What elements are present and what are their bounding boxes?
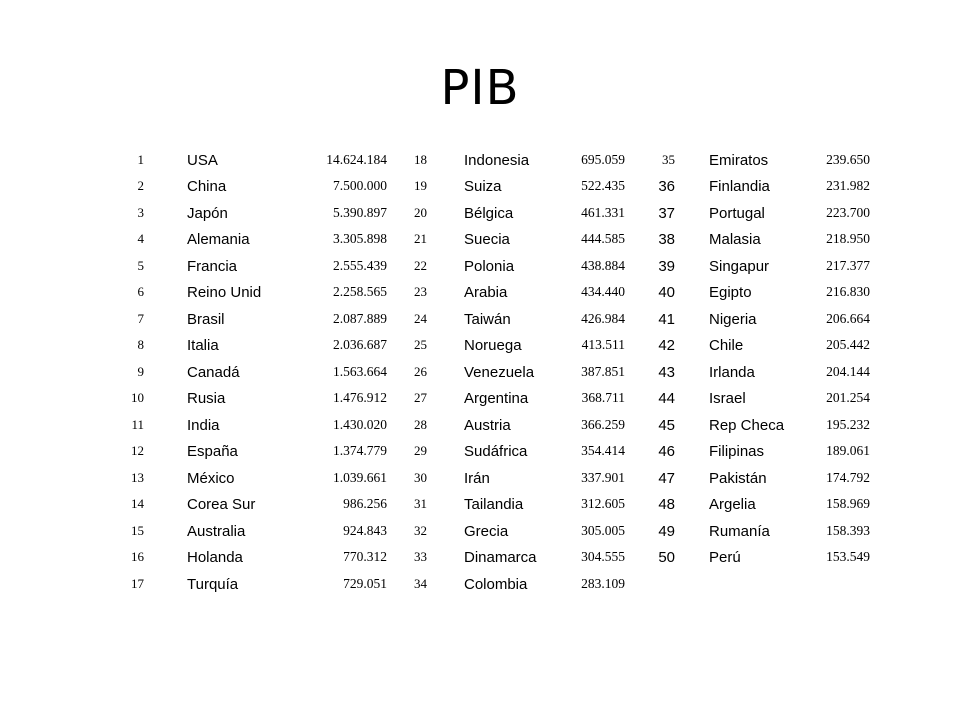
table-row xyxy=(110,227,870,254)
gdp-value-cell: 2.036.687 xyxy=(333,337,387,353)
rank-cell: 27 xyxy=(414,390,427,406)
country-cell: Sudáfrica xyxy=(464,443,528,461)
gdp-value-cell: 1.039.661 xyxy=(333,469,387,485)
table-column-group xyxy=(110,470,387,487)
country-cell: México xyxy=(187,469,235,487)
rank-cell: 50 xyxy=(658,549,675,567)
country-cell: Tailandia xyxy=(464,496,524,514)
table-column-group xyxy=(387,549,625,566)
table-column-group xyxy=(387,443,625,460)
gdp-value-cell: 204.144 xyxy=(826,363,870,379)
gdp-value-cell: 304.555 xyxy=(581,549,625,565)
rank-cell: 45 xyxy=(658,416,675,434)
table-column-group xyxy=(110,576,387,593)
gdp-value-cell: 522.435 xyxy=(581,178,625,194)
table-column-group xyxy=(110,284,387,301)
gdp-value-cell: 189.061 xyxy=(826,443,870,459)
gdp-value-cell: 354.414 xyxy=(581,443,625,459)
rank-cell: 5 xyxy=(137,257,144,273)
table-column-group xyxy=(625,443,870,460)
table-column-group xyxy=(387,284,625,301)
rank-cell: 21 xyxy=(414,231,427,247)
table-column-group xyxy=(387,337,625,354)
table-column-group xyxy=(387,496,625,513)
rank-cell: 38 xyxy=(658,231,675,249)
gdp-value-cell: 201.254 xyxy=(826,390,870,406)
country-cell: Irlanda xyxy=(709,363,755,381)
country-cell: Brasil xyxy=(187,310,225,328)
country-cell: Rusia xyxy=(187,390,226,408)
country-cell: Argentina xyxy=(464,390,529,408)
country-cell: Noruega xyxy=(464,337,522,355)
rank-cell: 7 xyxy=(137,310,144,326)
gdp-value-cell: 337.901 xyxy=(581,469,625,485)
rank-cell: 32 xyxy=(414,522,427,538)
country-cell: Reino Unid xyxy=(187,284,262,302)
rank-cell: 2 xyxy=(137,178,144,194)
table-row xyxy=(110,253,870,280)
table-row xyxy=(110,571,870,598)
rank-cell: 46 xyxy=(658,443,675,461)
gdp-value-cell: 312.605 xyxy=(581,496,625,512)
country-cell: Alemania xyxy=(187,231,250,249)
country-cell: Irán xyxy=(464,469,490,487)
table-column-group xyxy=(387,523,625,540)
rank-cell: 15 xyxy=(131,522,144,538)
table-column-group xyxy=(110,231,387,248)
table-row xyxy=(110,280,870,307)
table-row xyxy=(110,412,870,439)
rank-cell: 31 xyxy=(414,496,427,512)
page-title: PIB xyxy=(440,60,520,116)
table-column-group xyxy=(387,231,625,248)
country-cell: Chile xyxy=(709,337,744,355)
country-cell: Austria xyxy=(464,416,511,434)
rank-cell: 35 xyxy=(662,151,675,167)
gdp-value-cell: 216.830 xyxy=(826,284,870,300)
rank-cell: 23 xyxy=(414,284,427,300)
country-cell: Pakistán xyxy=(709,469,767,487)
table-column-group xyxy=(110,178,387,195)
table-row xyxy=(110,492,870,519)
table-column-group xyxy=(625,152,870,169)
table-column-group xyxy=(387,364,625,381)
gdp-value-cell: 770.312 xyxy=(343,549,387,565)
rank-cell: 4 xyxy=(137,231,144,247)
table-column-group xyxy=(625,337,870,354)
gdp-value-cell: 158.969 xyxy=(826,496,870,512)
rank-cell: 11 xyxy=(131,416,144,432)
rank-cell: 12 xyxy=(131,443,144,459)
table-column-group xyxy=(110,417,387,434)
table-row xyxy=(110,147,870,174)
rank-cell: 34 xyxy=(414,575,427,591)
country-cell: Portugal xyxy=(709,204,765,222)
gdp-value-cell: 434.440 xyxy=(581,284,625,300)
table-row xyxy=(110,306,870,333)
rank-cell: 41 xyxy=(658,310,675,328)
country-cell: Egipto xyxy=(709,284,752,302)
country-cell: Filipinas xyxy=(709,443,765,461)
rank-cell: 43 xyxy=(658,363,675,381)
table-row xyxy=(110,386,870,413)
rank-cell: 30 xyxy=(414,469,427,485)
country-cell: Suecia xyxy=(464,231,510,249)
country-cell: Finlandia xyxy=(709,178,770,196)
country-cell: Japón xyxy=(187,204,228,222)
gdp-value-cell: 2.258.565 xyxy=(333,284,387,300)
table-column-group xyxy=(625,390,870,407)
rank-cell: 42 xyxy=(658,337,675,355)
rank-cell: 25 xyxy=(414,337,427,353)
country-cell: España xyxy=(187,443,238,461)
gdp-value-cell: 218.950 xyxy=(826,231,870,247)
rank-cell: 29 xyxy=(414,443,427,459)
country-cell: Malasia xyxy=(709,231,761,249)
rank-cell: 49 xyxy=(658,522,675,540)
gdp-value-cell: 461.331 xyxy=(581,204,625,220)
table-column-group xyxy=(110,496,387,513)
rank-cell: 18 xyxy=(414,151,427,167)
rank-cell: 10 xyxy=(131,390,144,406)
rank-cell: 19 xyxy=(414,178,427,194)
table-column-group xyxy=(625,205,870,222)
gdp-value-cell: 1.374.779 xyxy=(333,443,387,459)
country-cell: Nigeria xyxy=(709,310,757,328)
gdp-value-cell: 206.664 xyxy=(826,310,870,326)
country-cell: India xyxy=(187,416,220,434)
table-column-group xyxy=(387,576,625,593)
gdp-value-cell: 729.051 xyxy=(343,575,387,591)
gdp-value-cell: 387.851 xyxy=(581,363,625,379)
table-row xyxy=(110,465,870,492)
rank-cell: 37 xyxy=(658,204,675,222)
gdp-value-cell: 3.305.898 xyxy=(333,231,387,247)
table-column-group xyxy=(110,311,387,328)
gdp-value-cell: 368.711 xyxy=(581,390,625,406)
gdp-value-cell: 986.256 xyxy=(343,496,387,512)
table-column-group xyxy=(110,390,387,407)
rank-cell: 8 xyxy=(137,337,144,353)
rank-cell: 47 xyxy=(658,469,675,487)
gdp-value-cell: 924.843 xyxy=(343,522,387,538)
table-column-group xyxy=(387,152,625,169)
table-column-group xyxy=(625,523,870,540)
rank-cell: 17 xyxy=(131,575,144,591)
gdp-value-cell: 174.792 xyxy=(826,469,870,485)
table-column-group xyxy=(387,258,625,275)
country-cell: Indonesia xyxy=(464,151,530,169)
country-cell: Canadá xyxy=(187,363,240,381)
country-cell: Israel xyxy=(709,390,746,408)
table-column-group xyxy=(110,364,387,381)
gdp-value-cell: 695.059 xyxy=(581,151,625,167)
rank-cell: 44 xyxy=(658,390,675,408)
country-cell: Colombia xyxy=(464,575,528,593)
table-row xyxy=(110,545,870,572)
rank-cell: 9 xyxy=(137,363,144,379)
table-column-group xyxy=(110,205,387,222)
table-column-group xyxy=(110,549,387,566)
country-cell: Bélgica xyxy=(464,204,514,222)
gdp-value-cell: 231.982 xyxy=(826,178,870,194)
table-column-group xyxy=(625,284,870,301)
table-column-group xyxy=(625,258,870,275)
rank-cell: 28 xyxy=(414,416,427,432)
table-column-group xyxy=(625,549,870,566)
table-column-group xyxy=(110,258,387,275)
gdp-value-cell: 283.109 xyxy=(581,575,625,591)
rank-cell: 6 xyxy=(137,284,144,300)
table-column-group xyxy=(387,470,625,487)
country-cell: Polonia xyxy=(464,257,515,275)
rank-cell: 13 xyxy=(131,469,144,485)
gdp-value-cell: 14.624.184 xyxy=(326,151,387,167)
country-cell: Taiwán xyxy=(464,310,511,328)
gdp-value-cell: 239.650 xyxy=(826,151,870,167)
gdp-value-cell: 7.500.000 xyxy=(333,178,387,194)
gdp-value-cell: 1.476.912 xyxy=(333,390,387,406)
rank-cell: 33 xyxy=(414,549,427,565)
table-column-group xyxy=(625,417,870,434)
gdp-value-cell: 426.984 xyxy=(581,310,625,326)
table-column-group xyxy=(110,152,387,169)
table-column-group xyxy=(110,337,387,354)
table-row xyxy=(110,439,870,466)
table-column-group xyxy=(387,417,625,434)
gdp-value-cell: 1.430.020 xyxy=(333,416,387,432)
table-column-group xyxy=(387,205,625,222)
country-cell: Perú xyxy=(709,549,741,567)
rank-cell: 26 xyxy=(414,363,427,379)
gdp-value-cell: 217.377 xyxy=(826,257,870,273)
country-cell: Venezuela xyxy=(464,363,535,381)
country-cell: Rumanía xyxy=(709,522,770,540)
country-cell: Arabia xyxy=(464,284,508,302)
rank-cell: 36 xyxy=(658,178,675,196)
gdp-value-cell: 153.549 xyxy=(826,549,870,565)
gdp-value-cell: 413.511 xyxy=(581,337,625,353)
gdp-value-cell: 205.442 xyxy=(826,337,870,353)
table-row xyxy=(110,174,870,201)
gdp-ranking-table xyxy=(110,147,870,598)
table-column-group xyxy=(387,178,625,195)
rank-cell: 14 xyxy=(131,496,144,512)
country-cell: Italia xyxy=(187,337,219,355)
gdp-value-cell: 2.087.889 xyxy=(333,310,387,326)
gdp-value-cell: 2.555.439 xyxy=(333,257,387,273)
table-column-group xyxy=(110,443,387,460)
country-cell: Suiza xyxy=(464,178,502,196)
country-cell: Corea Sur xyxy=(187,496,256,514)
gdp-value-cell: 195.232 xyxy=(826,416,870,432)
gdp-value-cell: 305.005 xyxy=(581,522,625,538)
table-row xyxy=(110,518,870,545)
rank-cell: 24 xyxy=(414,310,427,326)
table-column-group xyxy=(625,364,870,381)
table-column-group xyxy=(625,470,870,487)
country-cell: Dinamarca xyxy=(464,549,537,567)
country-cell: Emiratos xyxy=(709,151,769,169)
table-column-group xyxy=(625,311,870,328)
rank-cell: 48 xyxy=(658,496,675,514)
table-column-group xyxy=(625,231,870,248)
country-cell: Holanda xyxy=(187,549,243,567)
gdp-value-cell: 438.884 xyxy=(581,257,625,273)
country-cell: Grecia xyxy=(464,522,509,540)
country-cell: China xyxy=(187,178,227,196)
country-cell: USA xyxy=(187,151,218,169)
rank-cell: 39 xyxy=(658,257,675,275)
table-column-group xyxy=(387,390,625,407)
gdp-value-cell: 158.393 xyxy=(826,522,870,538)
table-row xyxy=(110,359,870,386)
country-cell: Turquía xyxy=(187,575,239,593)
gdp-value-cell: 444.585 xyxy=(581,231,625,247)
gdp-value-cell: 366.259 xyxy=(581,416,625,432)
country-cell: Francia xyxy=(187,257,238,275)
table-row xyxy=(110,200,870,227)
gdp-value-cell: 5.390.897 xyxy=(333,204,387,220)
country-cell: Argelia xyxy=(709,496,756,514)
rank-cell: 1 xyxy=(137,151,144,167)
table-row xyxy=(110,333,870,360)
country-cell: Singapur xyxy=(709,257,770,275)
rank-cell: 20 xyxy=(414,204,427,220)
table-column-group xyxy=(625,178,870,195)
gdp-value-cell: 1.563.664 xyxy=(333,363,387,379)
country-cell: Rep Checa xyxy=(709,416,785,434)
country-cell: Australia xyxy=(187,522,246,540)
rank-cell: 40 xyxy=(658,284,675,302)
table-column-group xyxy=(387,311,625,328)
gdp-value-cell: 223.700 xyxy=(826,204,870,220)
rank-cell: 22 xyxy=(414,257,427,273)
table-column-group xyxy=(110,523,387,540)
rank-cell: 3 xyxy=(137,204,144,220)
table-column-group xyxy=(625,496,870,513)
rank-cell: 16 xyxy=(131,549,144,565)
